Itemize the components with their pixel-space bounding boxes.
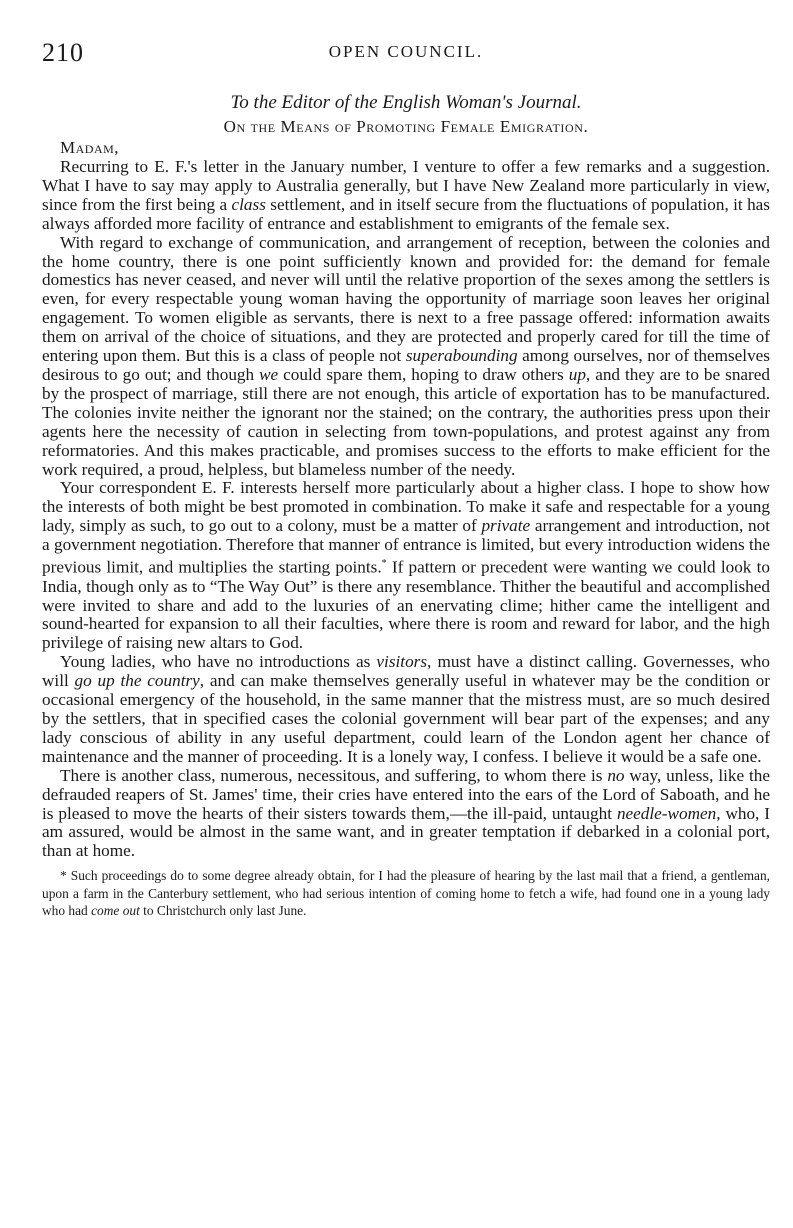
text-run: Your correspondent E. F. interests herself more particularly about a higher class. I hope to show how the interests of both might be best promoted in combination. To make it safe and respectable for a young lady, simply as such, to go out to a colony, must be a matter of xyxy=(42,478,770,536)
letter-salutation: Madam, xyxy=(60,138,120,157)
text-run: There is another class, numerous, necessitous, and suffering, to whom there is xyxy=(60,765,608,785)
emphasis: needle-women xyxy=(616,803,717,823)
text-run: , must have a distinct calling. Governesses, who will xyxy=(42,652,770,691)
footnote xyxy=(42,867,770,920)
emphasis: we xyxy=(259,364,279,384)
emphasis: go up the country xyxy=(74,671,200,691)
text-run: to Christchurch only last June. xyxy=(139,903,307,919)
text-run: With regard to exchange of communication, and arrangement of reception, between the colonies and the home country, there is one point sufficiently known and provided for: the demand for female domestics has never ceased, and never will until the relative proportion of the sexes among the settlers is even, for every respectable young woman having the opportunity of marriage soon leaves her original engagement. To women eligible as servants, there is next to a free passage offered: information awaits them on arrival of the choice of situations, and they are protected and properly cared for till the time of entering upon them. But this is a class of people not xyxy=(42,232,770,366)
text-run: arrangement and introduction, not a government negotiation. Therefore that manner of entrance is limited, but every introduction widens the previous limit, and multiplies the starting points. xyxy=(42,516,770,577)
emphasis: up xyxy=(568,364,586,384)
page-number: 210 xyxy=(42,38,84,67)
paragraph-3 xyxy=(42,479,770,653)
emphasis: private xyxy=(481,516,531,536)
emphasis: visitors xyxy=(376,652,428,672)
paragraph-1 xyxy=(42,158,770,234)
paragraph-2 xyxy=(42,234,770,480)
text-run: * Such proceedings do to some degree already obtain, for I had the pleasure of hearing by the last mail that a friend, a gentleman, upon a farm in the Canterbury settlement, who had serious intention of coming home to fetch a wife, had found one in a young lady who had xyxy=(42,868,770,919)
footnote-marker: * xyxy=(381,558,387,570)
emphasis: superabounding xyxy=(405,346,518,366)
text-run: Recurring to E. F.'s letter in the January number, I venture to offer a few remarks and a suggestion. What I have to say may apply to Australia generally, but I have New Zealand more particularly in view, since from the first being a xyxy=(42,157,770,214)
letter-subtitle: On the Means of Promoting Female Emigration. xyxy=(223,117,589,136)
text-run: , and they are to be snared by the prospect of marriage, still there are not enough, this article of exportation has to be manufactured. The colonies invite neither the ignorant nor the stained; on the contrary, the authorities press upon their agents here the necessity of caution in selecting from town-populations, and protest against any from reformatories. And this makes practicable, and promises success to the efforts to make efficient for the work required, a proud, helpless, but blameless number of the needy. xyxy=(42,364,770,479)
letter-addressee: To the Editor of the English Woman's Journal. xyxy=(230,92,582,113)
text-run: Young ladies, who have no introductions as xyxy=(60,652,377,672)
running-head xyxy=(42,38,770,72)
letter-body xyxy=(42,158,770,861)
text-run: , who, I am assured, would be almost in the same want, and in greater temptation if debarked in a colonial port, than at home. xyxy=(42,803,770,861)
emphasis: come out xyxy=(91,903,140,919)
emphasis: class xyxy=(231,194,266,214)
page xyxy=(42,38,770,920)
text-run: settlement, and in itself secure from the fluctuations of population, it has always afforded more facility of entrance and establishment to emigrants of the female sex. xyxy=(42,194,770,233)
paragraph-5 xyxy=(42,767,770,862)
text-run: , and can make themselves generally useful in whatever may be the condition or occasional emergency of the household, in the same manner that the mistress must, are so much desired by the settlers, that in specified cases the colonial government will bear part of the expenses; and any lady conscious of ability in any useful department, could learn of the London agent her chance of maintenance and the manner of proceeding. It is a lonely way, I confess. I believe it would be a safe one. xyxy=(42,671,770,766)
paragraph-4 xyxy=(42,653,770,766)
text-run: could spare them, hoping to draw others xyxy=(278,364,569,384)
footnote-text xyxy=(42,867,770,920)
text-run: way, unless, like the defrauded reapers of St. James' time, their cries have entered into the ears of the Lord of Saboath, and he is pleased to move the hearts of their sisters towards them,—the ill-paid, untaught xyxy=(42,765,770,823)
running-title: OPEN COUNCIL. xyxy=(328,42,484,61)
text-run: among ourselves, nor of themselves desirous to go out; and though xyxy=(42,346,770,384)
emphasis: no xyxy=(607,765,625,785)
text-run: If pattern or precedent were wanting we could look to India, though only as to “The Way Out” is there any resemblance. Thither the beautiful and accomplished were invited to share and add to the luxuries of an enervating clime; hither came the intelligent and sound-hearted for expansion to all their faculties, where there is room and reward for labor, and the high privilege of raising new altars to God. xyxy=(42,557,770,653)
